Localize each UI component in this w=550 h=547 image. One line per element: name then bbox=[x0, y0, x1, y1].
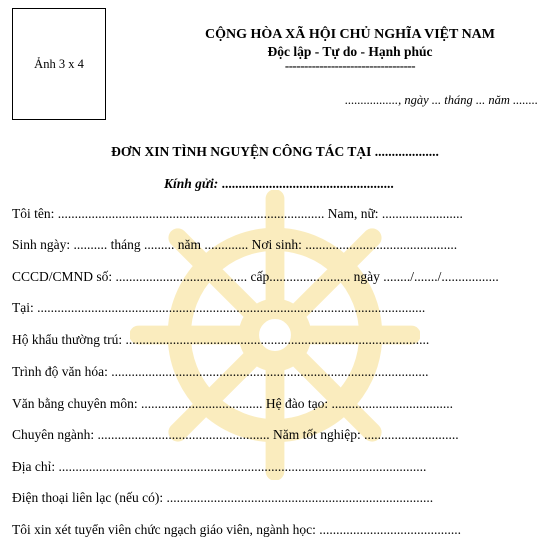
nation-heading: CỘNG HÒA XÃ HỘI CHỦ NGHĨA VIỆT NAM bbox=[204, 27, 495, 42]
form-row-residence: Hộ khẩu thường trú: .......................................................................................... bbox=[12, 332, 430, 347]
header-separator: ---------------------------------- bbox=[284, 58, 416, 73]
form-row-phone: Điện thoại liên lạc (nếu có): ............................................................................... bbox=[12, 490, 434, 505]
form-title: ĐƠN XIN TÌNH NGUYỆN CÔNG TÁC TẠI ................... bbox=[111, 144, 439, 159]
form-row-birth: Sinh ngày: .......... tháng ......... năm ............. Nơi sinh: ............................................. bbox=[12, 237, 458, 252]
form-row-application: Tôi xin xét tuyển viên chức ngạch giáo viên, ngành học: .......................................... bbox=[12, 522, 461, 537]
addressee-line bbox=[164, 176, 394, 192]
photo-label: Ảnh 3 x 4 bbox=[34, 56, 84, 71]
addressee-value: ................................................... bbox=[218, 176, 394, 191]
date-line: ................., ngày ... tháng ... năm ........ bbox=[344, 93, 538, 107]
form-row-name: Tôi tên: ............................................................................... Nam, nữ: ........................ bbox=[12, 206, 463, 221]
motto-heading: Độc lập - Tự do - Hạnh phúc bbox=[267, 44, 433, 59]
form-row-degree: Văn bằng chuyên môn: .................................... Hệ đào tạo: .................................... bbox=[12, 396, 453, 411]
form-row-major: Chuyên ngành: ................................................... Năm tốt nghiệp: ............................ bbox=[12, 427, 459, 442]
addressee-label: Kính gửi: bbox=[164, 176, 219, 191]
form-row-education: Trình độ văn hóa: .............................................................................................. bbox=[12, 364, 429, 379]
form-row-address: Địa chỉ: ............................................................................................................. bbox=[12, 459, 427, 474]
photo-box bbox=[12, 8, 106, 120]
form-row-issued-at: Tại: ................................................................................................................... bbox=[12, 300, 426, 315]
form-row-id: CCCD/CMND số: ....................................... cấp........................ ngày ......../......./................. bbox=[12, 269, 499, 284]
